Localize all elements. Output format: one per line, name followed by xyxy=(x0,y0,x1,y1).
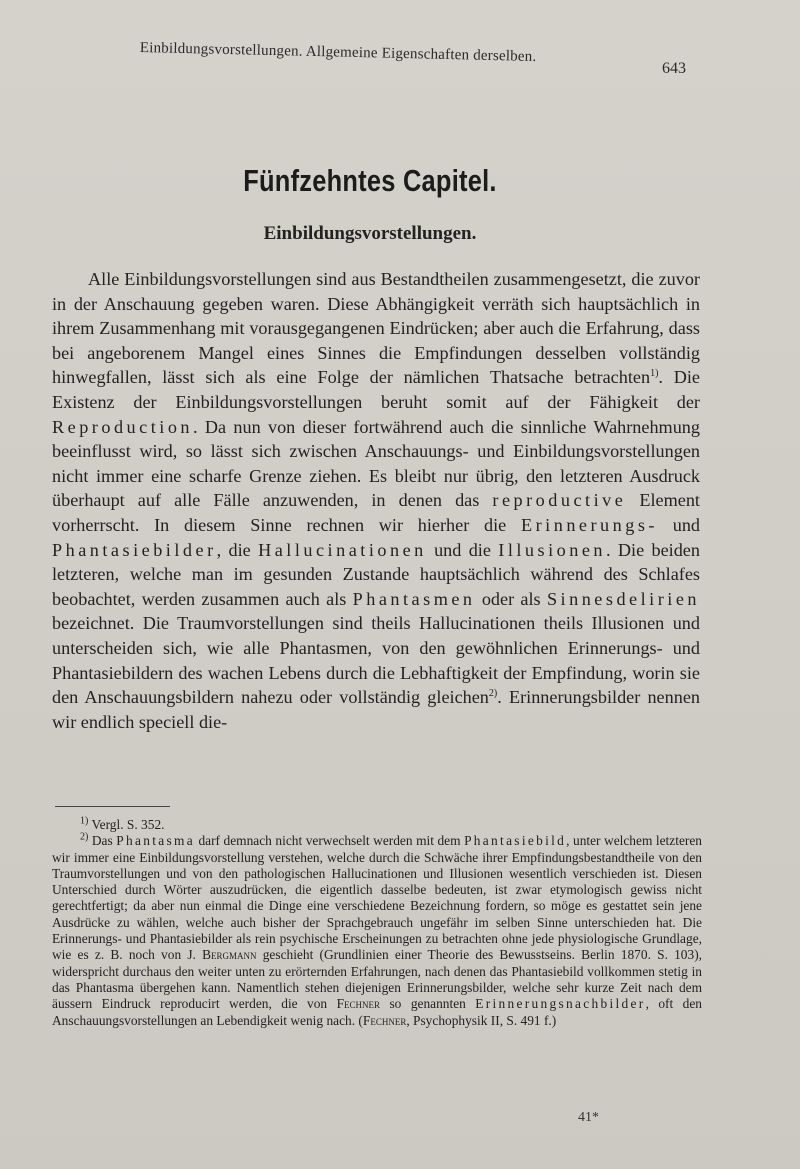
page-number: 643 xyxy=(662,60,686,77)
emphasis-reproductive: reproductive xyxy=(492,490,627,511)
text-run: oder als xyxy=(475,588,547,609)
emphasis-illusionen: Illusionen xyxy=(498,539,607,560)
emphasis-phantasmen: Phantasmen xyxy=(352,588,476,609)
author-fechner: Fechner xyxy=(336,996,381,1012)
emphasis-phantasiebilder: Phantasiebilder xyxy=(52,539,217,560)
author-bergmann: Bergmann xyxy=(202,947,257,963)
text-run: und die xyxy=(426,539,499,560)
emphasis-reproduction: Reproduction xyxy=(52,416,194,437)
emphasis-phantasma: Phantasma xyxy=(116,833,195,849)
footnote-text: , oft den Anschauungsvorstellungen an Lebendigkeit wenig nach. ( xyxy=(52,996,702,1028)
emphasis-erinnerungs: Erinnerungs- xyxy=(521,514,658,535)
text-run: und xyxy=(657,514,701,535)
emphasis-sinnesdelirien: Sinnesdelirien xyxy=(546,588,700,609)
footnote-text: geschieht (Grundlinien einer Theorie des Bewusstseins. Berlin 1870. S. 103), widerspricht durchaus den weiter unten zu erörternden Erfahrungen, nach denen das Phantasiebild vollkommen stetig in das Phantasma übergehen kann. Namentlich stehen diejenigen Erinnerungsbilder, welche sehr kurze Zeit nach dem äussern Eindruck reproducirt werden, die von xyxy=(52,947,702,1012)
text-run: Element vorherrscht. In diesem Sinne rechnen wir hierher die xyxy=(52,490,700,535)
author-fechner: Fechner xyxy=(362,1012,407,1028)
footnote-1 xyxy=(52,817,702,833)
text-run: , die xyxy=(216,539,259,560)
footnotes xyxy=(52,817,702,1029)
emphasis-erinnerungsnachbilder: Erinnerungsnachbilder xyxy=(475,996,646,1012)
footnote-mark-1: 1) xyxy=(80,815,89,827)
footnote-text: Vergl. S. 352. xyxy=(88,817,165,832)
emphasis-hallucinationen: Hallucinationen xyxy=(258,539,427,560)
running-head: Einbildungsvorstellungen. Allgemeine Eigenschaften derselben. xyxy=(139,40,537,65)
footnote-text: , Psychophysik II, S. 491 f.) xyxy=(406,1012,557,1028)
text-run: . Da nun von dieser fortwährend auch die sinnliche Wahrnehmung beeinflusst wird, so lässt sich zwischen Anschauungs- und Einbildungsvorstellungen nicht immer eine scharfe Grenze ziehen. Es bleibt nur übrig, den letzteren Ausdruck überhaupt auf alle Fälle anzuwenden, in denen das xyxy=(52,416,700,511)
text-run: bezeichnet. Die Traumvorstellungen sind theils Hallucinationen theils Illusionen und unterscheiden sich, wie alle Phantasmen, von den gewöhnlichen Erinnerungs- und Phantasiebildern des wachen Lebens durch die Lebhaftigkeit der Empfindung, worin sie den Anschauungsbildern nahezu oder vollständig gleichen xyxy=(52,613,700,708)
text-run: . Die beiden letzteren, welche man im gesunden Zustande hauptsächlich während des Schlafes beobachtet, werden zusammen auch als xyxy=(52,539,700,609)
footnote-ref-1: 1) xyxy=(650,368,659,380)
footnote-mark-2: 2) xyxy=(80,831,89,843)
text-run: . Erinnerungsbilder nennen wir endlich speciell die- xyxy=(52,687,700,732)
chapter-subtitle: Einbildungsvorstellungen. xyxy=(263,223,477,244)
emphasis-phantasiebild: Phantasiebild xyxy=(464,833,567,849)
footnote-ref-2: 2) xyxy=(488,688,498,700)
footnote-text: , unter welchem letzteren wir immer eine Einbildungsvorstellung verstehen, welche durch die Schwäche ihrer Empfindungsbestandtheile von den Traumvorstellungen und von den pathologischen Hallucinationen und Illusionen wesentlich verschieden ist. Diesen Unterschied durch Wörter auszudrücken, die eigentlich dasselbe bedeuten, ist zwar etymologisch gewiss nicht gerechtfertigt; da aber nun einmal die Dinge eine verschiedene Bezeichnung fordern, so möge es gestattet sein jene Ausdrücke zu wählen, welche auch bisher der Sprachgebrauch ungefähr im selben Sinne unterschieden hat. Die Erinnerungs- und Phantasiebilder als rein psychische Erscheinungen zu betrachten ohne jede physiologische Grundlage, wie es z. B. noch von J. xyxy=(52,833,702,963)
body-text xyxy=(52,267,700,734)
footnote-divider xyxy=(55,806,170,807)
printer-signature: 41* xyxy=(578,1110,599,1125)
text-run: Alle Einbildungsvorstellungen sind aus Bestandtheilen zusammengesetzt, die zuvor in der Anschauung gegeben waren. Diese Abhängigkeit verräth sich hauptsächlich in ihrem Zusammenhang mit vorausgegangenen Eindrücken; aber auch die Erfahrung, dass bei angeborenem Mangel eines Sinnes die Empfindungen desselben vollständig hinwegfallen, lässt sich als eine Folge der nämlichen Thatsache betrachten xyxy=(52,269,700,388)
text-run: . Die Existenz der Einbildungsvorstellungen beruht somit auf der Fähigkeit der xyxy=(52,367,700,412)
footnote-2 xyxy=(52,833,702,1029)
paragraph xyxy=(52,267,700,734)
footnote-text: Das xyxy=(88,833,117,849)
chapter-title: Fünfzehntes Capitel. xyxy=(243,163,497,198)
footnote-text: so genannten xyxy=(380,996,476,1012)
footnote-text: darf demnach nicht verwechselt werden mit dem xyxy=(194,833,465,849)
